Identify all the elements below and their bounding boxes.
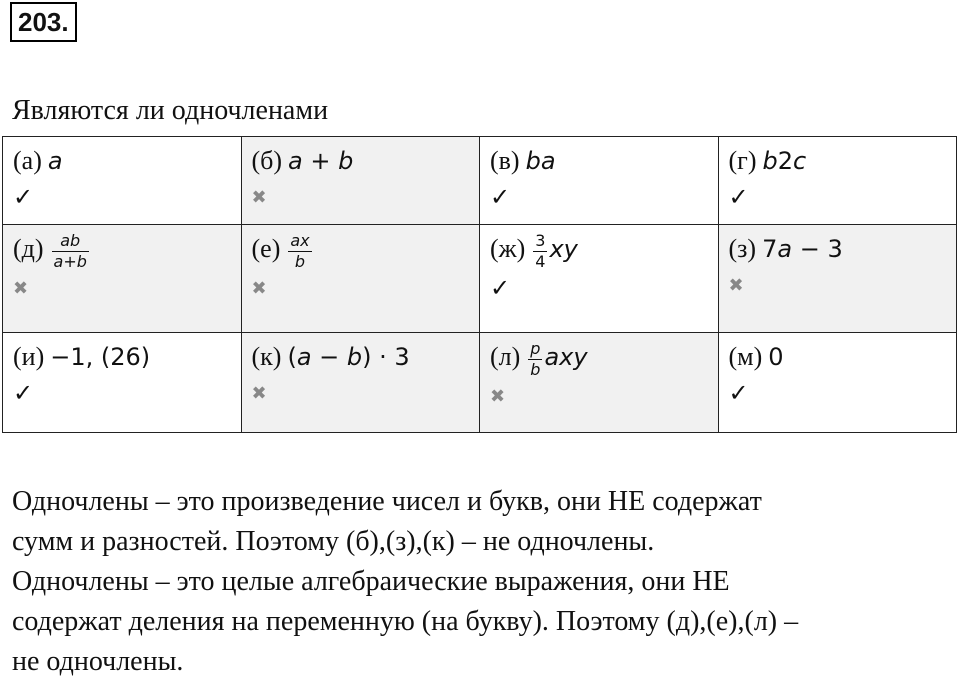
monomial-table: [2, 136, 957, 433]
expression: 7a − 3: [762, 235, 843, 263]
cell-zh: [480, 225, 719, 333]
check-icon: ✓: [728, 185, 749, 211]
cell-d: [3, 225, 242, 333]
explanation-line: Одночлены – это произведение чисел и букв, они НЕ содержат: [12, 486, 762, 517]
explanation-line: содержат деления на переменную (на букву). Поэтому (д),(е),(л) –: [12, 606, 799, 637]
check-icon: ✓: [490, 275, 511, 302]
cell-v: [480, 137, 719, 225]
fraction: $\frac{3}{4}$: [535, 230, 546, 271]
cross-icon: ✖: [251, 383, 267, 404]
expression: ba: [525, 147, 556, 175]
fraction: $\frac{ax}{b}$: [290, 230, 310, 271]
table-row: [3, 225, 957, 333]
explanation-line: Одночлены – это целые алгебраические выражения, они НЕ: [12, 566, 730, 597]
fraction: $\frac{p}{b}$: [530, 338, 541, 379]
cell-label: (к): [251, 342, 282, 371]
fraction: $\frac{ab}{a+b}$: [53, 230, 87, 271]
cross-icon: ✖: [251, 277, 267, 299]
cell-b: [241, 137, 480, 225]
expression: 0: [768, 343, 784, 371]
expression: (a − b) · 3: [287, 343, 410, 371]
cell-label: (и): [13, 342, 45, 371]
cell-label: (м): [728, 342, 763, 371]
table-row: [3, 137, 957, 225]
expression: −1, (26): [50, 343, 151, 371]
problem-number: 203.: [10, 2, 77, 42]
cell-l: [480, 333, 719, 433]
explanation-line: не одночлены.: [12, 646, 184, 677]
cell-label: (г): [728, 146, 757, 175]
cell-g: [718, 137, 957, 225]
check-icon: ✓: [490, 185, 511, 211]
cross-icon: ✖: [490, 385, 506, 407]
cell-i: [3, 333, 242, 433]
cell-a: [3, 137, 242, 225]
cross-icon: ✖: [728, 275, 744, 296]
cell-label: (д): [13, 234, 44, 263]
question-intro: Являются ли одночленами: [12, 95, 329, 126]
expression: axy: [544, 343, 588, 371]
expression: xy: [549, 235, 578, 263]
cell-label: (а): [13, 146, 42, 175]
check-icon: ✓: [13, 381, 34, 407]
check-icon: ✓: [728, 381, 749, 407]
expression: b2c: [762, 147, 807, 175]
cell-m: [718, 333, 957, 433]
cell-e: [241, 225, 480, 333]
cell-label: (з): [728, 234, 757, 263]
explanation-line: сумм и разностей. Поэтому (б),(з),(к) – не одночлены.: [12, 526, 655, 557]
cell-label: (б): [251, 146, 283, 175]
table-row: [3, 333, 957, 433]
cell-label: (ж): [490, 234, 526, 263]
cross-icon: ✖: [251, 187, 267, 208]
cell-label: (е): [251, 234, 281, 263]
expression: a: [47, 147, 63, 175]
cell-label: (л): [490, 342, 521, 371]
cross-icon: ✖: [13, 277, 29, 299]
expression: a + b: [288, 147, 354, 175]
cell-k: [241, 333, 480, 433]
explanation: [12, 482, 942, 682]
cell-z: [718, 225, 957, 333]
cell-label: (в): [490, 146, 520, 175]
check-icon: ✓: [13, 185, 34, 211]
